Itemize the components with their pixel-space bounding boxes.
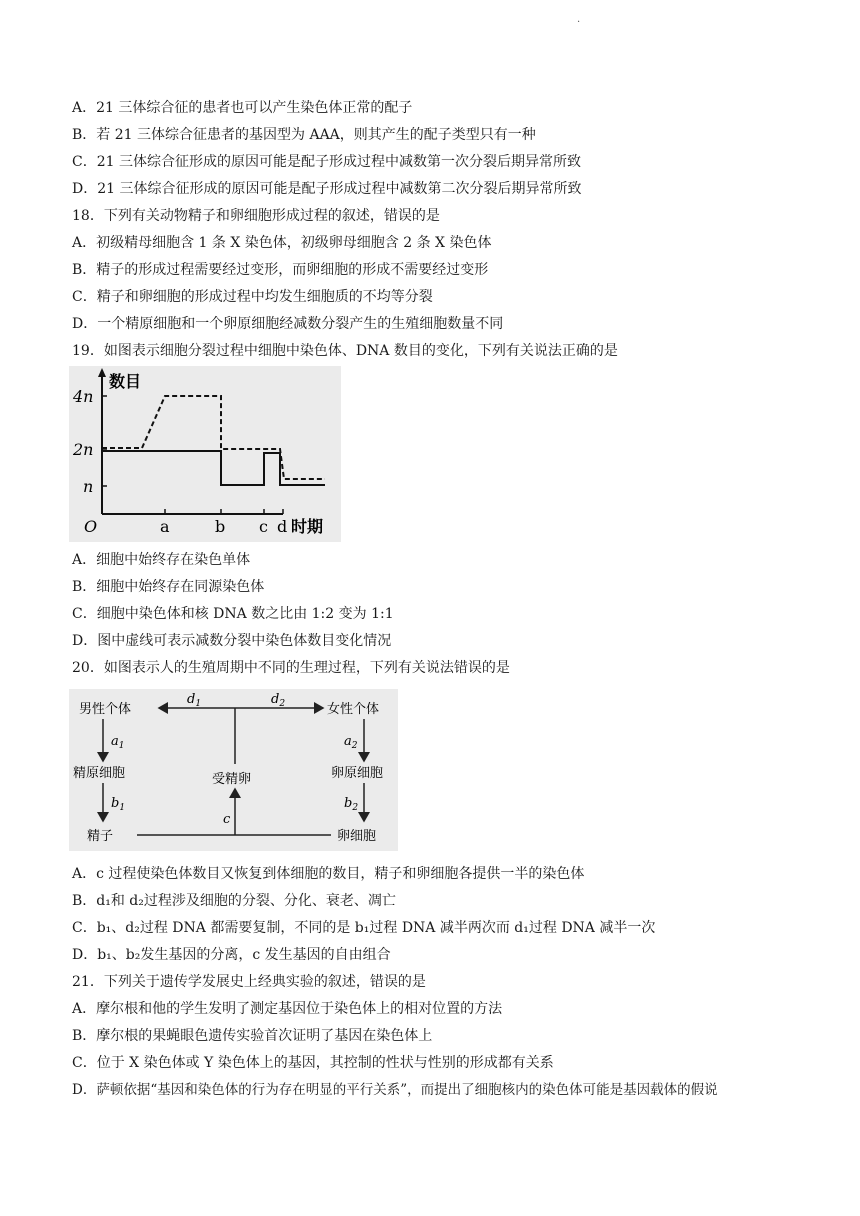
male-individual: 男性个体 xyxy=(79,702,132,717)
q21-stem: 21．下列关于遗传学发展史上经典实验的叙述，错误的是 xyxy=(72,974,426,990)
q20-option-b: B．d₁和 d₂过程涉及细胞的分裂、分化、衰老、凋亡 xyxy=(72,893,396,909)
sperm: 精子 xyxy=(87,829,114,844)
q20-stem: 20．如图表示人的生殖周期中不同的生理过程，下列有关说法错误的是 xyxy=(72,660,510,676)
q20-option-c: C．b₁、d₂过程 DNA 都需要复制，不同的是 b₁过程 DNA 减半两次而 d₁过程 DNA 减半一次 xyxy=(72,920,656,936)
q17-option-b: B．若 21 三体综合征患者的基因型为 AAA，则其产生的配子类型只有一种 xyxy=(72,127,536,143)
label-d1: $d_1$ xyxy=(187,692,202,709)
zygote: 受精卵 xyxy=(212,772,252,787)
x-tick-d: d xyxy=(277,517,288,536)
dashed-curve xyxy=(102,396,325,479)
x-tick-b: b xyxy=(215,517,226,536)
q19-figure xyxy=(69,366,341,542)
q21-option-c: C．位于 X 染色体或 Y 染色体上的基因，其控制的性状与性别的形成都有关系 xyxy=(72,1055,554,1071)
y-tick-2n: 2n xyxy=(73,440,94,459)
q18-option-b: B．精子的形成过程需要经过变形，而卵细胞的形成不需要经过变形 xyxy=(72,262,489,278)
q19-option-b: B．细胞中始终存在同源染色体 xyxy=(72,579,265,595)
q21-option-d: D．萨顿依据“基因和染色体的行为存在明显的平行关系”，而提出了细胞核内的染色体可能是基因载体的假说 xyxy=(72,1082,718,1098)
q20-figure xyxy=(69,689,398,851)
q21-option-b: B．摩尔根的果蝇眼色遗传实验首次证明了基因在染色体上 xyxy=(72,1028,433,1044)
y-axis-title: 数目 xyxy=(109,372,142,391)
egg-cell: 卵细胞 xyxy=(337,829,377,844)
q18-option-a: A．初级精母细胞含 1 条 X 染色体，初级卵母细胞含 2 条 X 染色体 xyxy=(72,235,492,251)
female-individual: 女性个体 xyxy=(327,702,380,717)
y-tick-n: n xyxy=(83,477,94,496)
q17-option-d: D．21 三体综合征形成的原因可能是配子形成过程中减数第二次分裂后期异常所致 xyxy=(72,181,582,197)
egg-mother-cell: 卵原细胞 xyxy=(331,766,384,781)
q18-stem: 18．下列有关动物精子和卵细胞形成过程的叙述，错误的是 xyxy=(72,208,440,224)
q19-option-c: C．细胞中染色体和核 DNA 数之比由 1:2 变为 1:1 xyxy=(72,606,394,622)
sperm-mother-cell: 精原细胞 xyxy=(73,766,126,781)
q18-option-c: C．精子和卵细胞的形成过程中均发生细胞质的不均等分裂 xyxy=(72,289,433,305)
q17-option-a: A．21 三体综合征的患者也可以产生染色体正常的配子 xyxy=(72,100,413,116)
label-b2: $b_2$ xyxy=(344,796,359,813)
q20-option-d: D．b₁、b₂发生基因的分离，c 发生基因的自由组合 xyxy=(72,947,391,963)
q19-option-a: A．细胞中始终存在染色单体 xyxy=(72,552,251,568)
solid-curve xyxy=(102,451,325,485)
x-tick-c: c xyxy=(259,517,268,536)
origin-label: O xyxy=(84,517,98,536)
x-axis-title: 时期 xyxy=(291,517,324,536)
label-d2: $d_2$ xyxy=(271,692,286,709)
q19-option-d: D．图中虚线可表示减数分裂中染色体数目变化情况 xyxy=(72,633,392,649)
q20-option-a: A．c 过程使染色体数目又恢复到体细胞的数目，精子和卵细胞各提供一半的染色体 xyxy=(72,866,585,882)
q19-stem: 19．如图表示细胞分裂过程中细胞中染色体、DNA 数目的变化，下列有关说法正确的是 xyxy=(72,343,618,359)
y-tick-4n: 4n xyxy=(73,387,94,406)
label-c: c xyxy=(223,812,231,827)
q21-option-a: A．摩尔根和他的学生发明了测定基因位于染色体上的相对位置的方法 xyxy=(72,1001,503,1017)
label-a2: $a_2$ xyxy=(344,734,358,751)
label-a1: $a_1$ xyxy=(111,734,125,751)
header-mark: . xyxy=(577,14,581,25)
label-b1: $b_1$ xyxy=(111,796,126,813)
y-axis-arrow xyxy=(98,368,106,377)
x-tick-a: a xyxy=(160,517,170,536)
q17-option-c: C．21 三体综合征形成的原因可能是配子形成过程中减数第一次分裂后期异常所致 xyxy=(72,154,581,170)
q18-option-d: D．一个精原细胞和一个卵原细胞经减数分裂产生的生殖细胞数量不同 xyxy=(72,316,504,332)
